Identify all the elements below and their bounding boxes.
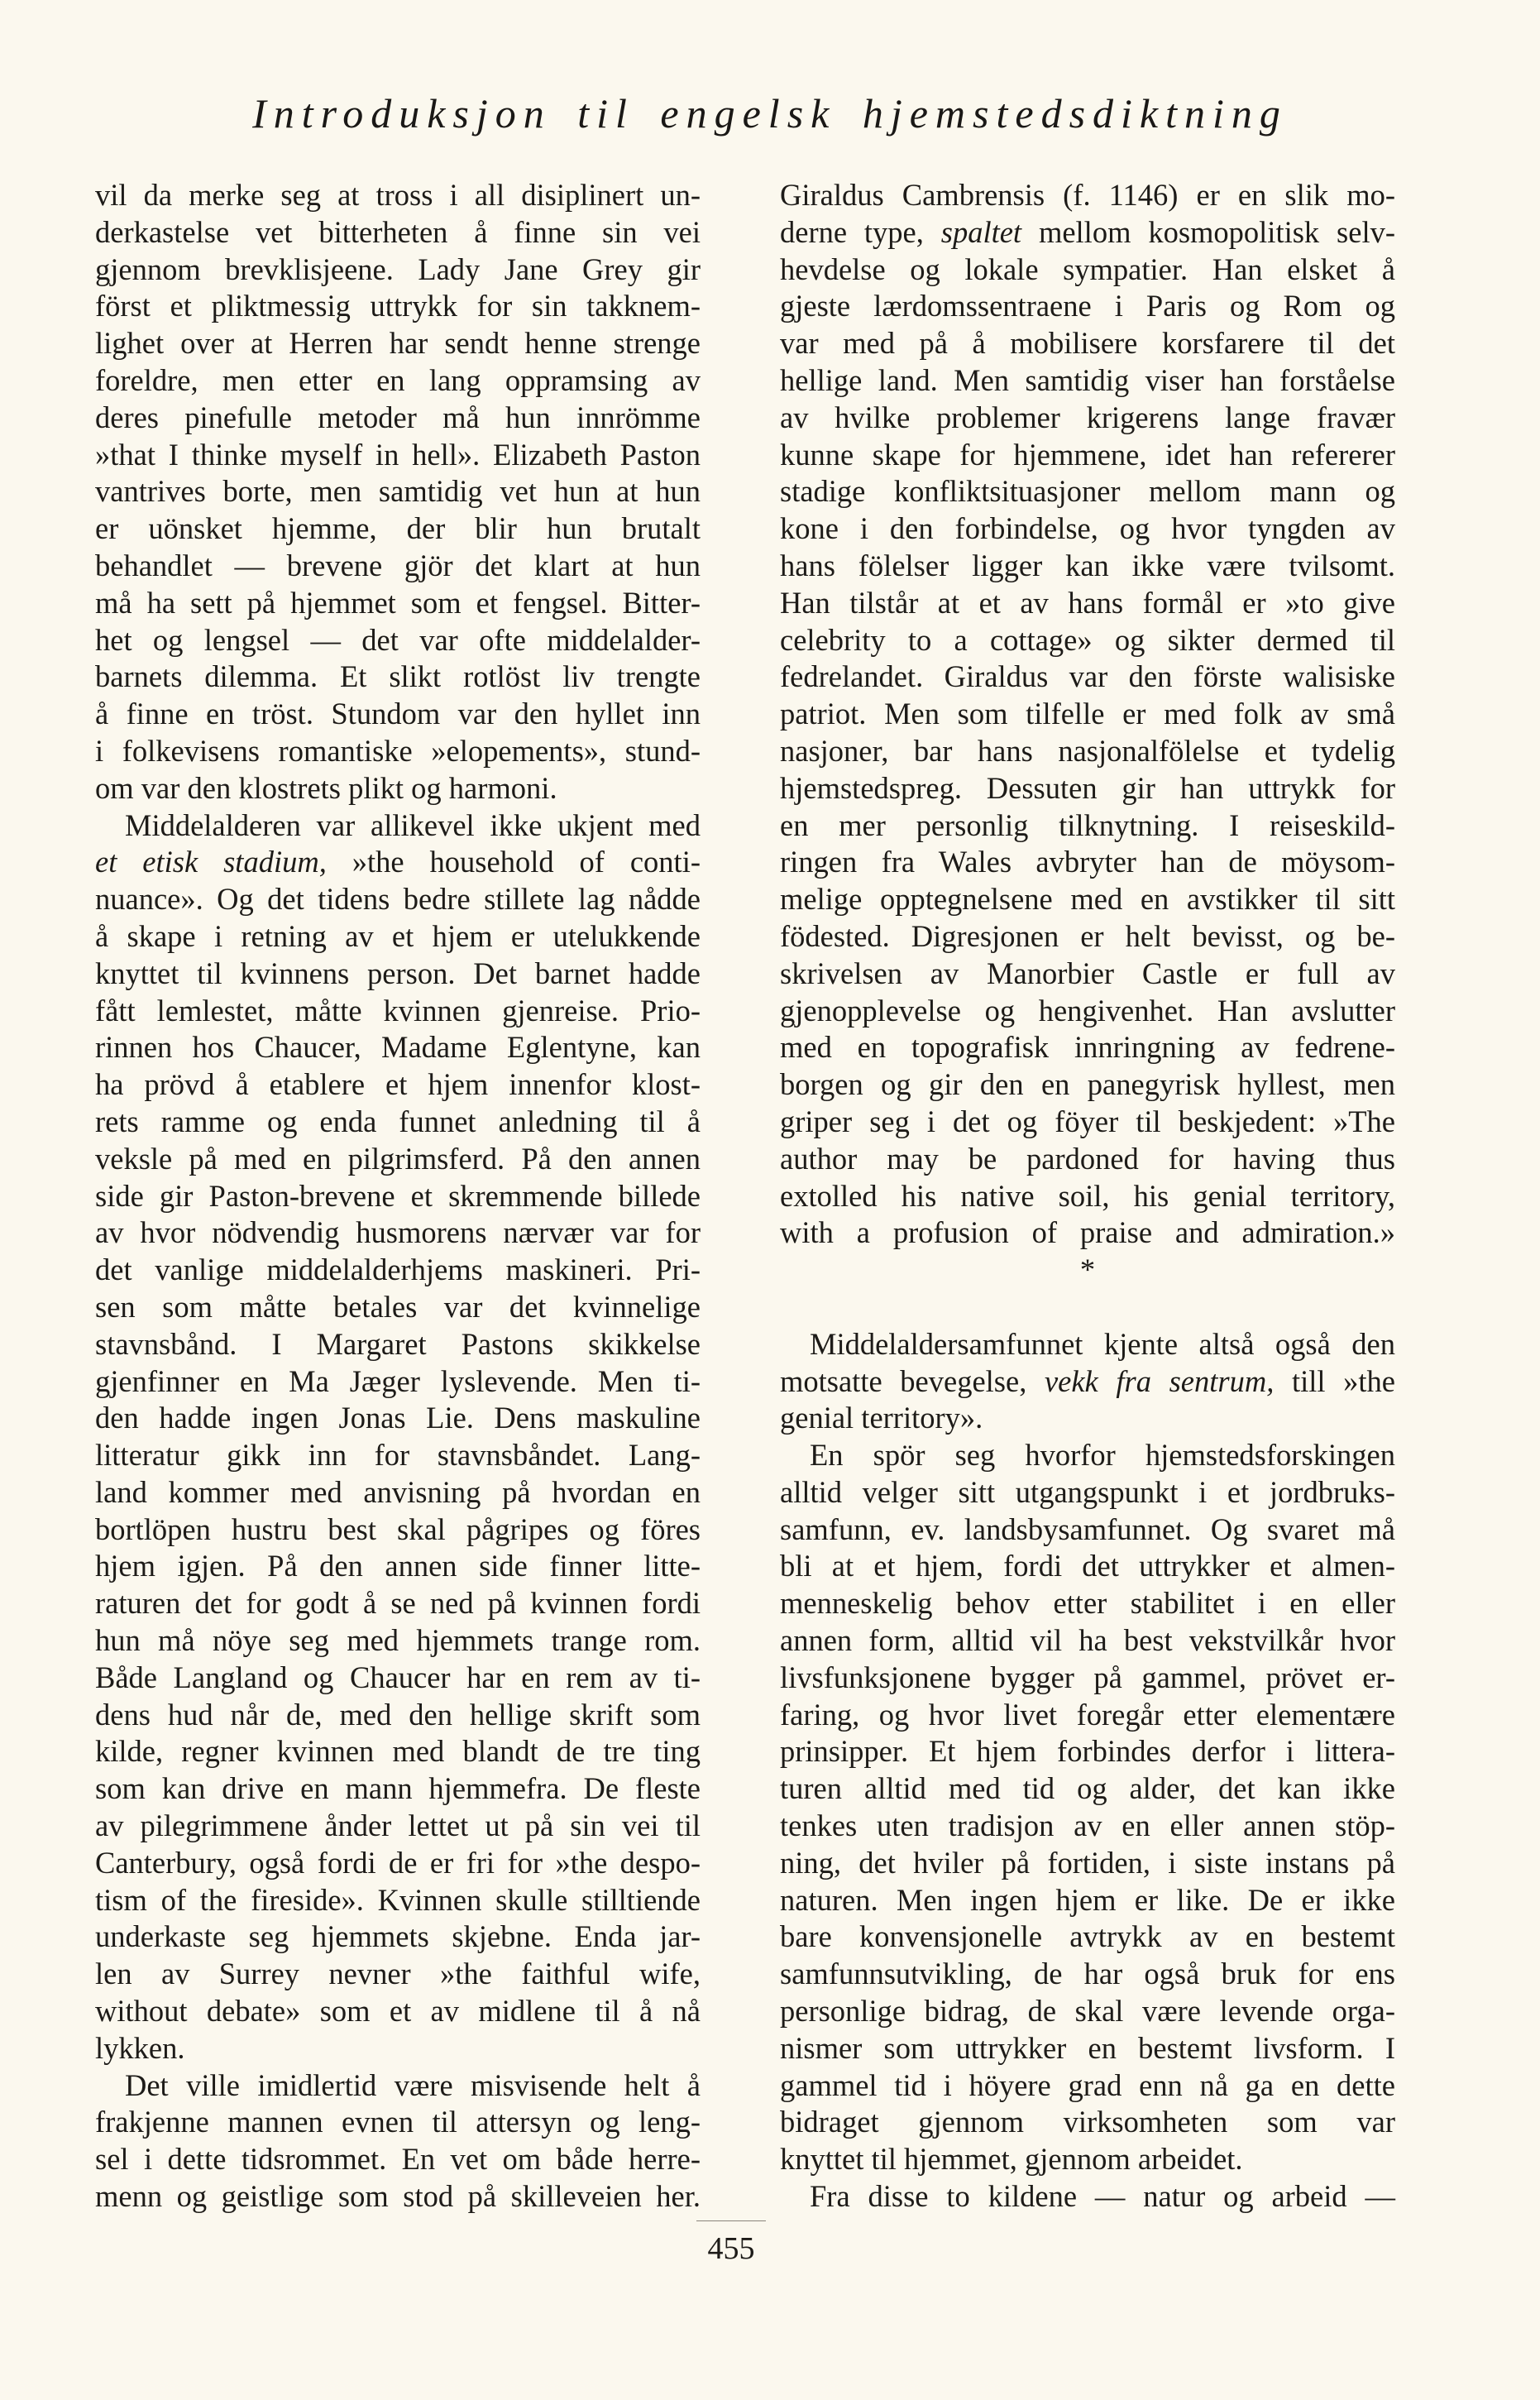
right-text-column [780, 177, 1395, 2216]
text-line: lighet over at Herren har sendt henne strenge [95, 326, 701, 361]
text-line: av pilegrimmene ånder lettet ut på sin vei til [95, 1808, 701, 1843]
text-line: gjennom brevklisjeene. Lady Jane Grey gir [95, 251, 701, 286]
text-line: gjenfinner en Ma Jæger lyslevende. Men ti- [95, 1363, 701, 1398]
text-line: av hvor nödvendig husmorens nærvær var for [95, 1215, 701, 1250]
text-line: frakjenne mannen evnen til attersyn og leng- [95, 2105, 701, 2139]
text-line: fått lemlestet, måtte kvinnen gjenreise. Prio- [95, 993, 701, 1028]
text-line: sel i dette tidsrommet. En vet om både herre- [95, 2142, 701, 2177]
left-text-column [95, 177, 701, 2216]
text-line: gammel tid i höyere grad enn nå ga en dette [780, 2067, 1395, 2102]
text-line: hun må nöye seg med hjemmets trange rom. [95, 1623, 701, 1658]
text-line: bare konvensjonelle avtrykk av en bestemt [780, 1919, 1395, 1954]
text-line: ning, det hviler på fortiden, i siste instans på [780, 1845, 1395, 1880]
text-line: å skape i retning av et hjem er utelukkende [95, 918, 701, 953]
text-line: het og lengsel — det var ofte middelalder- [95, 622, 701, 657]
text-line: fedrelandet. Giraldus var den förste walisiske [780, 659, 1395, 694]
text-line: vil da merke seg at tross i all disiplinert un- [95, 178, 701, 212]
text-line: underkaste seg hjemmets skjebne. Enda jar- [95, 1919, 701, 1954]
text-line: rinnen hos Chaucer, Madame Eglentyne, kan [95, 1030, 701, 1065]
text-line: menn og geistlige som stod på skilleveien her. [95, 2179, 701, 2214]
text-line: knyttet til kvinnens person. Det barnet hadde [95, 956, 701, 990]
text-line: nismer som uttrykker en bestemt livsform. I [780, 2030, 1395, 2065]
text-line: menneskelig behov etter stabilitet i en eller [780, 1586, 1395, 1621]
text-line: tism of the fireside». Kvinnen skulle stilltiende [95, 1882, 701, 1917]
text-line: må ha sett på hjemmet som et fengsel. Bitter- [95, 585, 701, 620]
text-line: samfunnsutvikling, de har også bruk for ens [780, 1957, 1395, 1991]
text-line: annen form, alltid vil ha best vekstvilkår hvor [780, 1623, 1395, 1658]
text-line: stavnsbånd. I Margaret Pastons skikkelse [95, 1326, 701, 1361]
text-line: hjem igjen. På den annen side finner litte- [95, 1549, 701, 1583]
text-line: patriot. Men som tilfelle er med folk av små [780, 697, 1395, 731]
text-line: hjemstedspreg. Dessuten gir han uttrykk for [780, 770, 1395, 805]
text-line: litteratur gikk inn for stavnsbåndet. Lang- [95, 1438, 701, 1473]
text-line: land kommer med anvisning på hvordan en [95, 1474, 701, 1509]
text-line: tenkes uten tradisjon av en eller annen stöp- [780, 1808, 1395, 1843]
italic-phrase: spaltet [940, 214, 1022, 249]
text-line: gjeste lærdomssentraene i Paris og Rom og [780, 289, 1395, 323]
text-line: griper seg i det og föyer til beskjedent: »The [780, 1104, 1395, 1138]
text-line: bidraget gjennom virksomheten som var [780, 2105, 1395, 2139]
text-line [780, 1289, 1395, 1326]
text-line: ha prövd å etablere et hjem innenfor klost- [95, 1067, 701, 1102]
text-line [95, 844, 701, 881]
page-number: 455 [707, 2231, 755, 2266]
text-line: med en topografisk innringning av fedrene- [780, 1030, 1395, 1065]
text-line: lykken. [95, 2030, 185, 2065]
text-line: En spör seg hvorfor hjemstedsforskingen [810, 1438, 1395, 1473]
text-line: födested. Digresjonen er helt bevisst, og be- [780, 918, 1395, 953]
text-line: en mer personlig tilknytning. I reiseskild- [780, 807, 1395, 842]
text-line: raturen det for godt å se ned på kvinnen fordi [95, 1586, 701, 1621]
text-line: den hadde ingen Jonas Lie. Dens maskuline [95, 1401, 701, 1435]
text-line: behandlet — brevene gjör det klart at hun [95, 548, 701, 582]
text-line: side gir Paston-brevene et skremmende billede [95, 1178, 701, 1213]
text-line: av hvilke problemer krigerens lange fravær [780, 400, 1395, 434]
italic-phrase: vekk fra sentrum, [1044, 1363, 1275, 1398]
text-segment: mellom kosmopolitisk selv- [1021, 214, 1395, 249]
text-line: Giraldus Cambrensis (f. 1146) er en slik mo- [780, 178, 1395, 212]
text-line: naturen. Men ingen hjem er like. De er ikke [780, 1882, 1395, 1917]
section-separator-asterisk: * [1079, 1253, 1096, 1287]
text-line: foreldre, men etter en lang oppramsing av [95, 362, 701, 397]
text-line: Det ville imidlertid være misvisende helt å [125, 2067, 701, 2102]
text-line [780, 1363, 1395, 1401]
text-line: var med på å mobilisere korsfarere til det [780, 326, 1395, 361]
text-line: nasjoner, bar hans nasjonalfölelse et tydelig [780, 733, 1395, 768]
text-line: skrivelsen av Manorbier Castle er full av [780, 956, 1395, 990]
text-line: len av Surrey nevner »the faithful wife, [95, 1957, 701, 1991]
text-line: nuance». Og det tidens bedre stillete lag nådde [95, 882, 701, 917]
text-line: deres pinefulle metoder må hun innrömme [95, 400, 701, 434]
text-line: ringen fra Wales avbryter han de möysom- [780, 845, 1395, 879]
text-line: genial territory». [780, 1401, 983, 1435]
text-line: borgen og gir den en panegyrisk hyllest, men [780, 1067, 1395, 1102]
text-line: Både Langland og Chaucer har en rem av ti- [95, 1660, 701, 1694]
text-line: gjenopplevelse og hengivenhet. Han avslutter [780, 993, 1395, 1028]
text-line: som kan drive en mann hjemmefra. De fleste [95, 1771, 701, 1806]
text-line: stadige konfliktsituasjoner mellom mann og [780, 474, 1395, 509]
text-line: dens hud når de, med den hellige skrift som [95, 1697, 701, 1732]
text-line: Fra disse to kildene — natur og arbeid — [810, 2179, 1395, 2214]
text-line: faring, og hvor livet foregår etter elementære [780, 1697, 1395, 1732]
text-line: celebrity to a cottage» og sikter dermed til [780, 622, 1395, 657]
text-line: om var den klostrets plikt og harmoni. [95, 770, 557, 805]
text-line: sen som måtte betales var det kvinnelige [95, 1289, 701, 1324]
text-line: samfunn, ev. landsbysamfunnet. Og svaret må [780, 1511, 1395, 1546]
text-line: rets ramme og enda funnet anledning til å [95, 1104, 701, 1138]
text-line: alltid velger sitt utgangspunkt i et jordbruks- [780, 1474, 1395, 1509]
text-line: det vanlige middelalderhjems maskineri. Pri- [95, 1253, 701, 1287]
text-segment: till »the [1274, 1363, 1395, 1398]
text-line: personlige bidrag, de skal være levende orga- [780, 1994, 1395, 2029]
page-number-rule [696, 2220, 766, 2221]
italic-phrase: et etisk stadium, [95, 845, 327, 879]
text-line: »that I thinke myself in hell». Elizabeth Paston [95, 437, 701, 472]
text-line: hans fölelser ligger kan ikke være tvilsomt. [780, 548, 1395, 582]
text-line: melige opptegnelsene med en avstikker til sitt [780, 882, 1395, 917]
text-line: kilde, regner kvinnen med blandt de tre ting [95, 1734, 701, 1769]
text-line: livsfunksjonene bygger på gammel, prövet er- [780, 1660, 1395, 1694]
text-line: turen alltid med tid og alder, det kan ikke [780, 1771, 1395, 1806]
text-line: vantrives borte, men samtidig vet hun at hun [95, 474, 701, 509]
text-line: hevdelse og lokale sympatier. Han elsket å [780, 251, 1395, 286]
text-line: derkastelse vet bitterheten å finne sin vei [95, 214, 701, 249]
text-line: å finne en tröst. Stundom var den hyllet inn [95, 697, 701, 731]
text-line: without debate» som et av midlene til å nå [95, 1994, 701, 2029]
text-line: barnets dilemma. Et slikt rotlöst liv trengte [95, 659, 701, 694]
text-line: i folkevisens romantiske »elopements», stund- [95, 733, 701, 768]
text-segment: »the household of conti- [326, 845, 701, 879]
text-line: Canterbury, også fordi de er fri for »the despo- [95, 1845, 701, 1880]
text-line: prinsipper. Et hjem forbindes derfor i littera- [780, 1734, 1395, 1769]
text-line: author may be pardoned for having thus [780, 1141, 1395, 1176]
text-line: kunne skape for hjemmene, idet han refererer [780, 437, 1395, 472]
text-line: kone i den forbindelse, og hvor tyngden av [780, 511, 1395, 546]
text-line: bli at et hjem, fordi det uttrykker et almen- [780, 1549, 1395, 1583]
text-segment: derne type, [780, 214, 941, 249]
text-line: er uönsket hjemme, der blir hun brutalt [95, 511, 701, 546]
text-line: knyttet til hjemmet, gjennom arbeidet. [780, 2142, 1243, 2177]
text-segment: motsatte bevegelse, [780, 1363, 1045, 1398]
text-line: hellige land. Men samtidig viser han forståelse [780, 362, 1395, 397]
text-line: with a profusion of praise and admiration.» [780, 1215, 1395, 1250]
text-line: Han tilstår at et av hans formål er »to give [780, 585, 1395, 620]
text-line: extolled his native soil, his genial territory, [780, 1178, 1395, 1213]
text-line: bortlöpen hustru best skal pågripes og föres [95, 1511, 701, 1546]
text-line: Middelalderen var allikevel ikke ukjent med [125, 807, 701, 842]
running-head-title: Introduksjon til engelsk hjemstedsdiktning [252, 90, 1288, 137]
text-line: först et pliktmessig uttrykk for sin takknem- [95, 289, 701, 323]
text-line: veksle på med en pilgrimsferd. På den annen [95, 1141, 701, 1176]
text-line: Middelaldersamfunnet kjente altså også den [810, 1326, 1395, 1361]
text-line [780, 214, 1395, 251]
